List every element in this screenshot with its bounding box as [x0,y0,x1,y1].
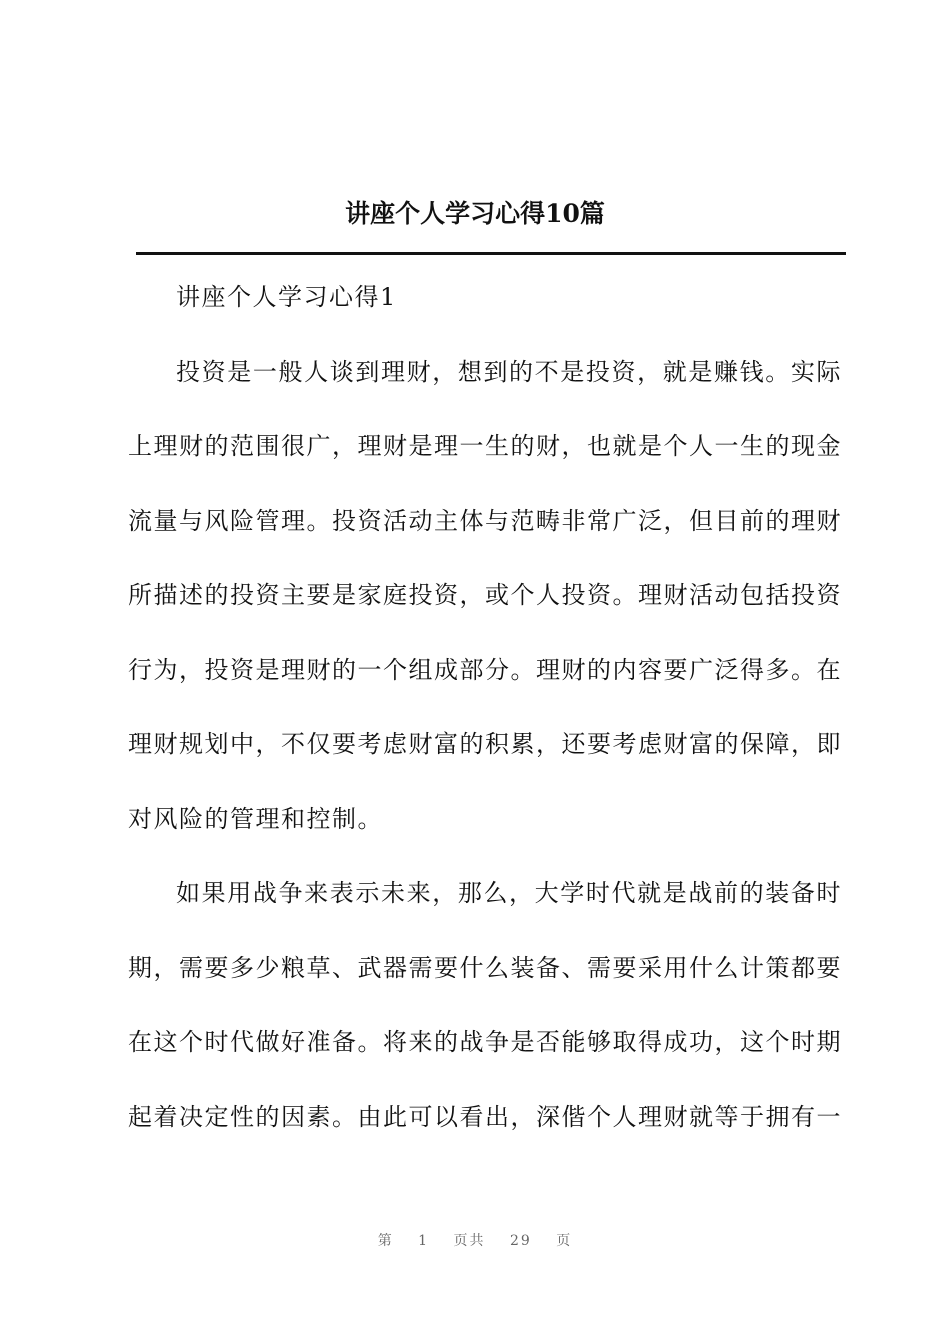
section-heading: 讲座个人学习心得1 [176,283,397,311]
document-body [128,260,842,1154]
footer-page-mid: 页共 [453,1233,486,1249]
footer-page-suffix: 页 [556,1233,573,1249]
page-title: 讲座个人学习心得10篇 [345,199,605,228]
footer-page-prefix: 第 [377,1233,394,1249]
paragraph: 投资是一般人谈到理财，想到的不是投资，就是赚钱。实际上理财的范围很广，理财是理一生的财，也就是个人一生的现金流量与风险管理。投资活动主体与范畴非常广泛，但目前的理财所描述的投资主要是家庭投资，或个人投资。理财活动包括投资行为，投资是理财的一个组成部分。理财的内容要广泛得多。在理财规划中，不仅要考虑财富的积累，还要考虑财富的保障，即对风险的管理和控制。 [128,357,842,833]
page-footer [0,1230,950,1250]
paragraph: 如果用战争来表示未来，那么，大学时代就是战前的装备时期，需要多少粮草、武器需要什么装备、需要采用什么计策都要在这个时代做好准备。将来的战争是否能够取得成功，这个时期起着决定性的因素。由此可以看出，深偕个人理财就等于拥有一 [128,879,842,1131]
footer-page-total: 29 [510,1233,532,1249]
title-underline [136,252,846,255]
footer-page-number: 1 [418,1233,430,1249]
